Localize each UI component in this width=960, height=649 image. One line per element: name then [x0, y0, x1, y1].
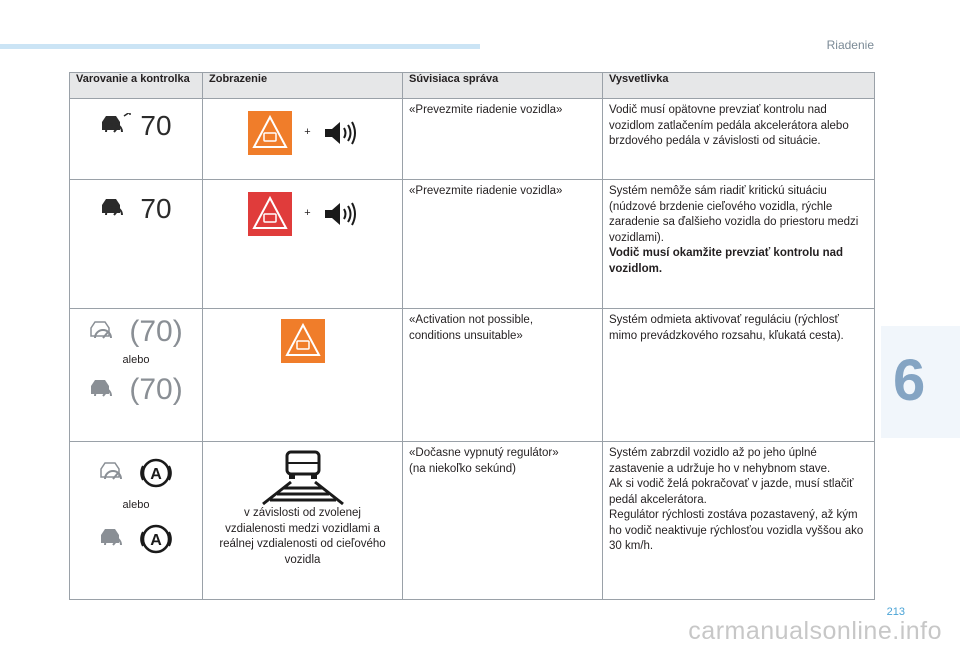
red-takeover-warning-icon — [248, 192, 292, 236]
display-caption: v závislosti od zvolenej vzdialenosti medzi vozidlami a reálnej vzdialenosti od cieľového vozidla — [219, 507, 386, 566]
column-header-message: Súvisiaca správa — [403, 73, 603, 99]
display-cell — [203, 309, 403, 442]
explanation-line: Ak si vodič želá pokračovať v jazde, musí stlačiť pedál akcelerátora. — [609, 478, 854, 506]
alternative-label: alebo — [122, 354, 150, 366]
display-cell — [203, 180, 403, 309]
column-header-display: Zobrazenie — [203, 73, 403, 99]
explanation-line: Systém zabrzdil vozidlo až po jeho úplné zastavenie a udržuje ho v nehybnom stave. — [609, 447, 831, 475]
message-cell: «Prevezmite riadenie vozidla» — [403, 180, 603, 309]
svg-text:A: A — [150, 531, 162, 549]
audio-alert-icon — [323, 201, 357, 227]
display-cell — [203, 442, 403, 600]
explanation-line: Regulátor rýchlosti zostáva pozastavený, až kým ho vodič neaktivuje rýchlosťou vozidla vyššou ako 30 km/h. — [609, 509, 864, 552]
speed-setting: 70 — [140, 110, 172, 142]
header-accent-bar — [0, 44, 480, 49]
speed-setting: (70) — [129, 315, 183, 349]
message-line: conditions unsuitable» — [409, 329, 523, 342]
table-row — [70, 442, 875, 600]
page-number: 213 — [886, 606, 905, 618]
explanation-text: Systém nemôže sám riadiť kritickú situáciu (núdzové brzdenie cieľového vozidla, rýchle zaradenie sa ďalšieho vozidla do priestoru medzi vozidlami). — [609, 185, 859, 244]
explanation-bold-text: Vodič musí okamžite prevziať kontrolu nad vozidlom. — [609, 247, 844, 275]
display-cell — [203, 99, 403, 180]
orange-takeover-warning-icon — [248, 111, 292, 155]
indicator-cell — [70, 99, 203, 180]
auto-hold-icon — [139, 456, 173, 490]
explanation-cell: Vodič musí opätovne prevziať kontrolu nad vozidlom zatlačením pedála akcelerátora alebo brzdového pedála v závislosti od situácie. — [603, 99, 875, 180]
plus-sign: + — [304, 126, 311, 139]
speed-setting: 70 — [140, 193, 172, 225]
table-row — [70, 309, 875, 442]
svg-text:A: A — [150, 466, 162, 483]
chapter-number: 6 — [893, 348, 926, 413]
table-row — [70, 180, 875, 309]
table-row — [70, 99, 875, 180]
message-cell — [403, 309, 603, 442]
adaptive-cruise-icon — [89, 377, 123, 403]
adaptive-cruise-icon — [100, 196, 134, 222]
message-cell — [403, 442, 603, 600]
adaptive-cruise-outline-icon — [89, 319, 123, 345]
explanation-cell — [603, 180, 875, 309]
explanation-cell: Systém odmieta aktivovať reguláciu (rýchlosť mimo prevádzkového rozsahu, kľukatá cesta). — [603, 309, 875, 442]
speed-setting: (70) — [129, 372, 183, 406]
message-line: (na niekoľko sekúnd) — [409, 462, 516, 475]
watermark: carmanualsonline.info — [688, 617, 942, 645]
warnings-table — [69, 72, 875, 600]
table-header-row — [70, 73, 875, 99]
orange-warning-icon — [281, 319, 325, 363]
column-header-warning: Varovanie a kontrolka — [70, 73, 203, 99]
message-line: «Dočasne vypnutý regulátor» — [409, 447, 559, 459]
adaptive-cruise-icon — [99, 526, 133, 552]
adaptive-cruise-outline-icon — [99, 460, 133, 486]
indicator-cell — [70, 442, 203, 600]
indicator-cell — [70, 180, 203, 309]
indicator-cell — [70, 309, 203, 442]
vehicle-distance-icon — [253, 450, 353, 506]
explanation-cell — [603, 442, 875, 600]
alternative-label: alebo — [122, 499, 150, 511]
auto-hold-icon — [139, 522, 173, 556]
plus-sign: + — [304, 207, 311, 220]
audio-alert-icon — [323, 120, 357, 146]
column-header-explanation: Vysvetlivka — [603, 73, 875, 99]
message-line: «Activation not possible, — [409, 314, 534, 326]
message-cell: «Prevezmite riadenie vozidla» — [403, 99, 603, 180]
section-title: Riadenie — [826, 38, 874, 52]
adaptive-cruise-icon — [100, 113, 134, 139]
